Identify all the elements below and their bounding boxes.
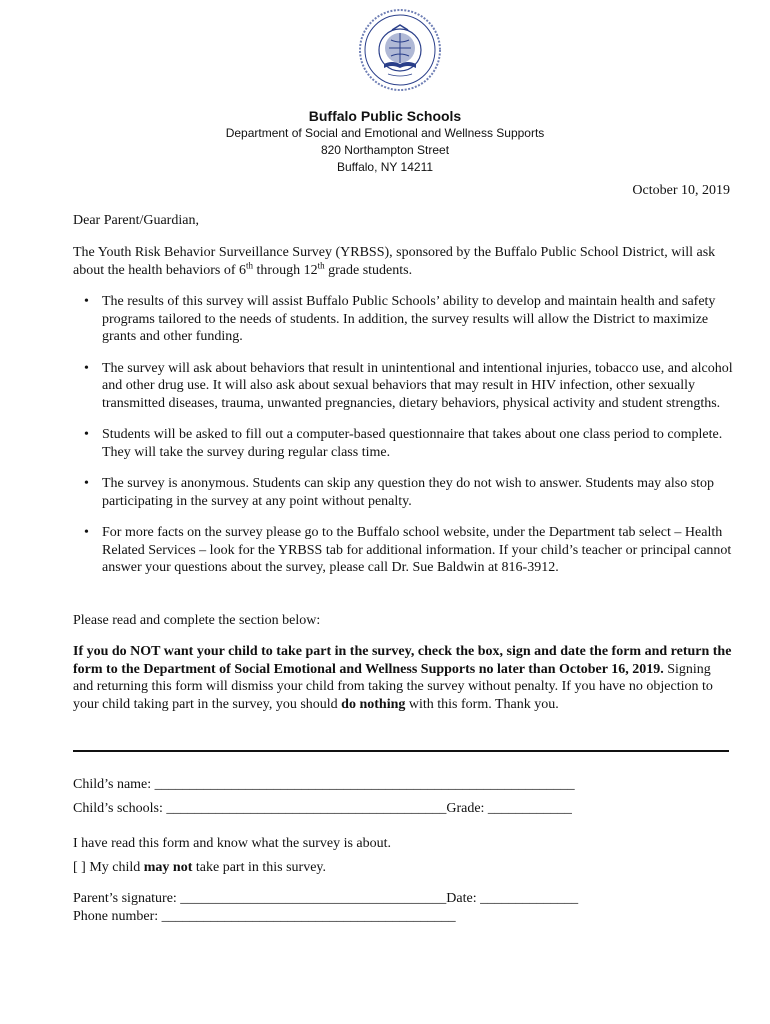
greeting: Dear Parent/Guardian, (73, 213, 199, 228)
instruction-text-2: with this form. Thank you. (405, 696, 559, 712)
city-address: Buffalo, NY 14211 (336, 160, 434, 174)
instruction-text-1: Signing and returning this form will dismiss your child from taking the survey without penalty. If you have no objection to your child taking part in the survey, you should (73, 661, 713, 712)
bullet-item (73, 524, 733, 577)
department-name: Department of Social and Emotional and Wellness Supports (225, 126, 545, 140)
instruction-paragraph (73, 643, 733, 713)
intro-superscript-1: th (246, 259, 254, 270)
opt-out-checkbox[interactable]: [ ] My child (73, 860, 144, 875)
letter-date: October 10, 2019 (632, 183, 730, 198)
school-district-seal (358, 8, 442, 92)
read-statement: I have read this form and know what the survey is about. (73, 836, 392, 851)
opt-out-text: take part in this survey. (192, 860, 327, 875)
bullet-item (73, 426, 733, 461)
child-name-field[interactable]: Child’s name: ____________________________________________________________ (73, 777, 575, 792)
opt-out-checkbox-line[interactable] (73, 859, 326, 877)
intro-text-2: through 12 (253, 262, 318, 278)
opt-out-bold-text: may not (143, 860, 193, 875)
phone-number-field[interactable]: Phone number: __________________________________________ (73, 909, 456, 924)
intro-text-1: The Youth Risk Behavior Surveillance Survey (YRBSS), sponsored by the Buffalo Public School District, will ask about the health behaviors of 6 (73, 245, 716, 278)
street-address: 820 Northampton Street (320, 143, 450, 157)
section-divider (73, 750, 729, 752)
bullet-icon: • (84, 360, 89, 376)
org-name: Buffalo Public Schools (308, 108, 462, 124)
bullet-icon: • (84, 294, 89, 309)
bullet-item (73, 360, 733, 413)
intro-paragraph (73, 244, 733, 279)
bullet-text: The results of this survey will assist Buffalo Public Schools’ ability to develop and maintain health and safety programs tailored to the needs of students. In addition, the survey results will allow the District to maximize grants and other funding. (102, 294, 716, 344)
bullet-icon: • (84, 525, 89, 540)
parent-signature-date-field[interactable]: Parent’s signature: ______________________________________Date: ______________ (73, 891, 579, 906)
child-school-grade-field[interactable]: Child’s schools: ________________________________________Grade: ____________ (73, 801, 572, 816)
bullet-text: Students will be asked to fill out a computer-based questionnaire that takes about one class period to complete. They will take the survey during regular class time. (102, 427, 723, 460)
bullet-text: The survey is anonymous. Students can skip any question they do not wish to answer. Students may also stop participating in the survey at any point without penalty. (102, 476, 715, 509)
bullet-item (73, 293, 733, 346)
bullet-icon: • (84, 476, 89, 491)
intro-superscript-2: th (317, 259, 325, 270)
bullet-text: The survey will ask about behaviors that result in unintentional and intentional injuries, tobacco use, and alcohol and other drug use. It will also ask about sexual behaviors that may result in HIV infection, other sexually transmitted diseases, trauma, unwanted pregnancies, dietary behaviors, physical activity and student strengths. (102, 360, 733, 411)
bullet-item (73, 475, 733, 510)
bullet-text: For more facts on the survey please go to the Buffalo school website, under the Department tab select – Health Related Services – look for the YRBSS tab for additional information. If your child’s teacher or principal cannot answer your questions about the survey, please call Dr. Sue Baldwin at 816-3912. (102, 525, 732, 575)
bullet-list (73, 293, 733, 591)
please-read-line: Please read and complete the section below: (73, 613, 321, 628)
bullet-icon: • (84, 427, 89, 442)
intro-text-3: grade students. (324, 262, 413, 278)
instruction-bold-text: If you do NOT want your child to take part in the survey, check the box, sign and date the form and return the form to the Department of Social Emotional and Wellness Supports no later than October 16, 2019. (73, 644, 732, 677)
instruction-bold-emphasis: do nothing (341, 696, 406, 712)
